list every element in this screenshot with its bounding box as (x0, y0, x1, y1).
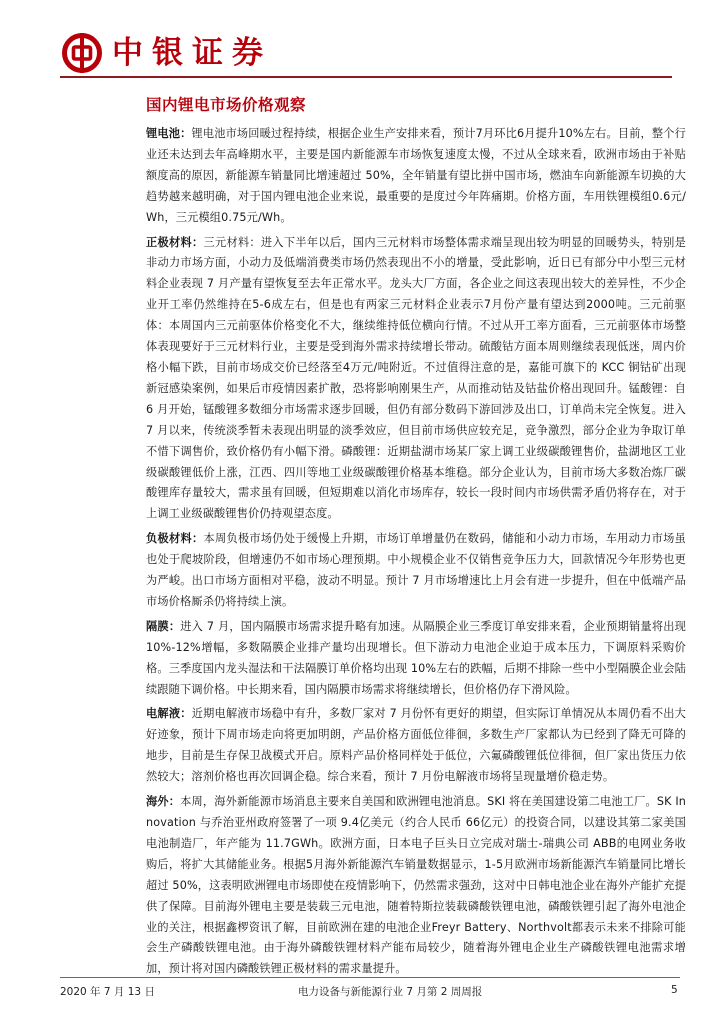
paragraph-lead: 锂电池： (146, 127, 192, 140)
footer-divider (60, 977, 680, 978)
paragraph-text: 近期电解液市场稳中有升，多数厂家对 7 月份怀有更好的期望，但实际订单情况从本周仍看不出大好迹象，预计下周市场走向将更加明朗，产品价格方面低位徘徊，多数生产厂家都认为已经到了降无可降的地步，目前是生存保卫战模式开启。原料产品价格同样处于低位，六氟磷酸锂低位徘徊，但厂家出货压力依然较大；溶剂价格也再次回调企稳。综合来看，预计 7 月份电解液市场将呈现量增价稳走势。 (146, 707, 687, 784)
brand-name: 中银证券 (112, 35, 272, 71)
paragraph-anode (146, 529, 686, 613)
paragraph-overseas (146, 792, 686, 980)
paragraph-electrolyte (146, 704, 686, 788)
paragraph-lead: 隔膜： (146, 619, 181, 633)
section-title: 国内锂电市场价格观察 (146, 96, 307, 114)
bank-of-china-logo-icon (60, 31, 104, 75)
paragraph-cathode (146, 233, 686, 526)
article-body (146, 124, 686, 984)
paragraph-lead: 正极材料： (146, 235, 204, 249)
paragraph-text: 本周负极市场仍处于缓慢上升期，市场订单增量仍在数码，储能和小动力市场，车用动力市场虽也处于爬坡阶段，但增速仍不如市场心理预期。中小规模企业不仅销售竞争压力大，回款情况今年形势也更为严峻。出口市场方面相对平稳，波动不明显。预计 7 月市场增速比上月会有进一步提升，但在中低端产品市场价格厮杀仍将持续上演。 (146, 532, 686, 608)
paragraph-lead: 负极材料： (146, 532, 204, 546)
paragraph-separator (146, 617, 686, 701)
footer-date: 2020 年 7 月 13 日 (60, 986, 155, 998)
header (60, 28, 272, 78)
paragraph-text: 三元材料：进入下半年以后，国内三元材料市场整体需求端呈现出较为明显的回暖势头，特别是非动力市场方面，小动力及低端消费类市场仍然表现出不小的增量，受此影响，近日已有部分中小型三元材料企业表现 7 月产量有望恢复至去年正常水平。龙头大厂方面，各企业之间这表现出较大的差异性，不少企业开工率仍然维持在5-6成左右，但是也有两家三元材料企业表示7月份产量有望达到2000吨。三元前驱体：本周国内三元前驱体价格变化不大，继续维持低位横向行情。不过从开工率方面看，三元前驱体市场整体表现要好于三元材料行业，主要是受到海外需求持续增长带动。硫酸钴方面本周则继续表现低迷，周内价格小幅下跌，目前市场成交价已经落至4万元/吨附近。不过值得注意的是，嘉能可旗下的 KCC 铜钴矿出现新冠感染案例，如果后市疫情因素扩散，恐将影响刚果生产，从而推动钴及钴盐价格出现回升。锰酸锂：自 6 月开始，锰酸锂多数细分市场需求逐步回暖，但仍有部分数码下游回涉及出口，订单尚未完全恢复。进入 7 月以来，传统淡季暂未表现出明显的淡季效应，但目前市场供应较充足，竞争激烈，部分企业为争取订单不惜下调售价，致价格仍有小幅下滑。磷酸锂：近期盐湖市场某厂家上调工业级碳酸锂售价，盐湖地区工业级碳酸锂低价上涨，江西、四川等地工业级碳酸锂价格基本维稳。部分企业认为，目前市场大多数冶炼厂碳酸锂库存量较大，需求虽有回暖，但短期难以消化市场库存，较长一段时间内市场供需矛盾仍将存在，对于上调工业级碳酸锂售价仍持观望态度。 (146, 235, 686, 521)
paragraph-lead: 电解液： (146, 707, 192, 721)
header-divider (60, 76, 672, 78)
footer-report-title: 电力设备与新能源行业 7 月第 2 周周报 (298, 986, 483, 998)
paragraph-text: 进入 7 月，国内隔膜市场需求提升略有加速。从隔膜企业三季度订单安排来看，企业预期销量将出现 10%-12%增幅，多数隔膜企业排产量均出现增长。但下游动力电池企业迫于成本压力，下调原料采购价格。三季度国内龙头湿法和干法隔膜订单价格均出现 10%左右的跌幅，后期不排除一些中小型隔膜企业会陆续跟随下调价格。中长期来看，国内隔膜市场需求将继续增长，但价格仍存下滑风险。 (146, 619, 687, 696)
paragraph-lead: 海外： (146, 795, 181, 809)
paragraph-lithium-battery (146, 124, 686, 229)
paragraph-text: 锂电池市场回暖过程持续，根据企业生产安排来看，预计7月环比6月提升10%左右。目前，整个行业还未达到去年高峰期水平，主要是国内新能源车市场恢复速度太慢，不过从全球来看，欧洲市场由于补贴额度高的原因，新能源车销量同比增速超过 50%，全年销量有望比拼中国市场，燃油车向新能源车切换的大趋势越来越明确，对于国内锂电池企业来说，最重要的是度过今年阵痛期。价格方面，车用铁锂模组0.6元/Wh，三元模组0.75元/Wh。 (146, 127, 686, 224)
paragraph-text: 本周，海外新能源市场消息主要来自美国和欧洲锂电池消息。SKI 将在美国建设第二电池工厂。SK Innovation 与乔治亚州政府签署了一项 9.4亿美元（约合人民币 66亿元）的投资合同，以建设其第二家美国电池制造厂，年产能为 11.7GWh。欧洲方面，日本电子巨头日立完成对瑞士-瑞典公司 ABB的电网业务收购后，将扩大其储能业务。根据5月海外新能源汽车销量数据显示，1-5月欧洲市场新能源汽车销量同比增长超过 50%，这表明欧洲锂电市场即使在疫情影响下，仍然需求强劲，这对中日韩电池企业在海外产能扩充提供了保障。目前海外锂电主要是装载三元电池，随着特斯拉装载磷酸铁锂电池，磷酸铁锂引起了海外电池企业的关注，根据鑫椤资讯了解，目前欧洲在建的电池企业Freyr Battery、Northvolt都表示未来不排除可能会生产磷酸铁锂电池。由于海外磷酸铁锂材料产能布局较少，随着海外锂电企业生产磷酸铁锂电池需求增加，预计将对国内磷酸铁锂正极材料的需求量提升。 (146, 795, 687, 976)
page-number: 5 (671, 984, 678, 996)
